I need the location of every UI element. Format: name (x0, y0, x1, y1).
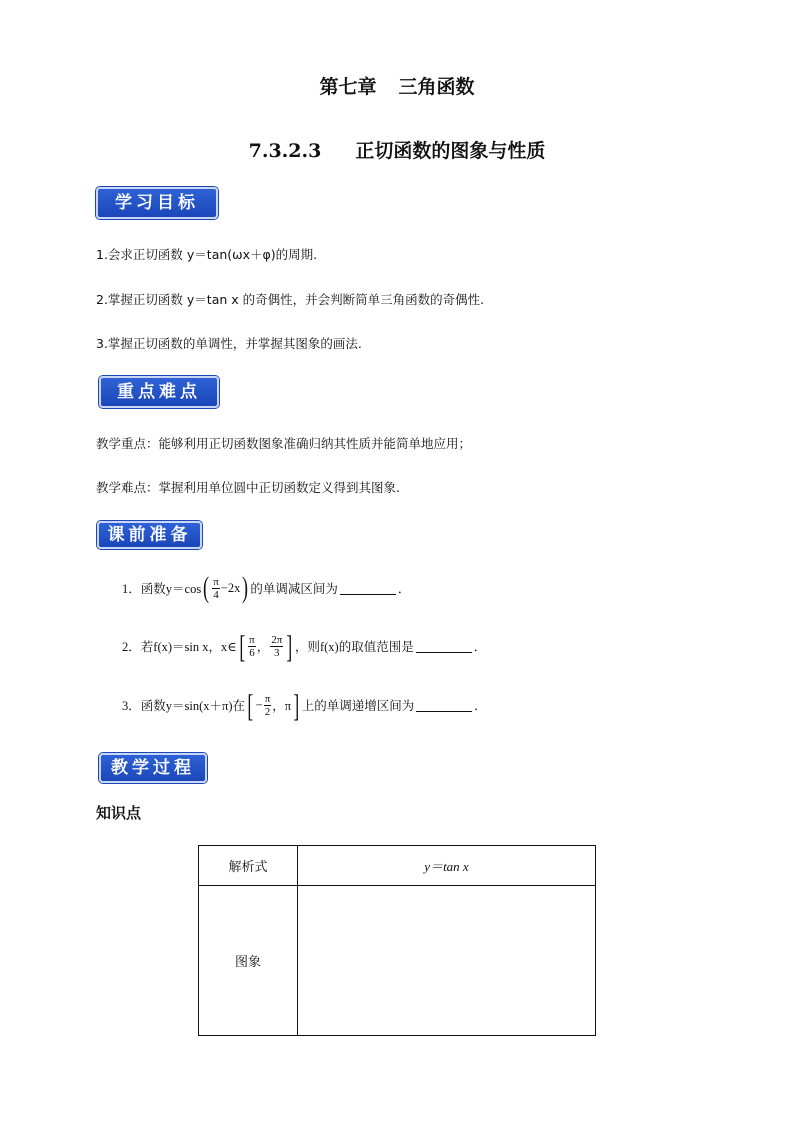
fraction (212, 576, 220, 601)
question-text: 若 (140, 640, 154, 654)
chapter-title: 三角函数 (398, 76, 475, 98)
separator: ， (256, 640, 270, 654)
question-number: 3． (122, 699, 141, 713)
question-end: ． (473, 640, 487, 654)
fraction-denominator: 4 (213, 588, 219, 601)
right-bracket: ] (293, 687, 300, 723)
fraction-denominator: 6 (249, 646, 255, 659)
knowledge-table (198, 845, 596, 1036)
fraction-numerator: π (249, 633, 255, 646)
answer-blank[interactable] (340, 582, 396, 595)
question-formula: y＝sin(x＋π)在 (165, 699, 246, 713)
table-row (199, 886, 596, 1036)
fraction (248, 634, 256, 659)
fraction-numerator: π (213, 575, 219, 588)
fraction (270, 634, 283, 659)
question-formula: f(x)＝sin x，x∈ (153, 640, 237, 654)
question-text: ，则f(x)的取值范围是 (294, 640, 414, 654)
goal-item: 1.会求正切函数 y＝tan(ωx＋φ)的周期. (96, 247, 318, 262)
minus-sign: − (255, 697, 263, 712)
prep-question-1 (122, 570, 410, 606)
question-number: 1． (122, 582, 141, 596)
table-header-cell: y＝tan x (298, 846, 596, 886)
prep-badge: 课前准备 (97, 521, 202, 549)
table-cell: 图象 (199, 886, 298, 1036)
question-text: 函数 (140, 582, 166, 596)
question-text: 函数 (140, 699, 166, 713)
left-paren: ( (203, 571, 210, 604)
question-number: 2． (122, 640, 141, 654)
fraction-denominator: 3 (274, 646, 280, 659)
table-row (199, 846, 596, 886)
left-bracket: [ (247, 687, 254, 723)
keypoint-item: 教学难点：掌握利用单位圆中正切函数定义得到其图象. (96, 480, 400, 495)
goal-item: 3.掌握正切函数的单调性，并掌握其图象的画法. (96, 336, 362, 351)
question-end: ． (474, 699, 487, 713)
fraction-numerator: π (264, 692, 271, 705)
right-paren: ) (242, 571, 249, 604)
answer-blank[interactable] (416, 699, 472, 712)
question-text: 的单调减区间为 (250, 582, 338, 596)
chapter-heading (0, 72, 794, 99)
process-badge: 教学过程 (99, 753, 207, 783)
prep-question-3 (122, 687, 487, 723)
question-formula-tail: −2x (220, 580, 241, 595)
goals-badge: 学习目标 (96, 187, 218, 219)
section-title: 正切函数的图象与性质 (355, 140, 546, 162)
goal-item: 2.掌握正切函数 y＝tan x 的奇偶性，并会判断简单三角函数的奇偶性. (96, 292, 485, 307)
prep-question-2 (122, 628, 486, 664)
section-heading (0, 136, 794, 163)
keypoint-item: 教学重点：能够利用正切函数图象准确归纳其性质并能简单地应用； (96, 436, 472, 451)
interval-end: ，π (272, 699, 292, 713)
left-bracket: [ (238, 628, 245, 664)
table-header-cell: 解析式 (199, 846, 298, 886)
graph-cell[interactable] (298, 886, 596, 1036)
fraction (264, 693, 272, 718)
question-text: 上的单调递增区间为 (301, 699, 415, 713)
fraction-denominator: 2 (264, 705, 271, 718)
chapter-number: 第七章 (319, 76, 377, 98)
fraction-numerator: 2π (271, 633, 283, 646)
keypoints-badge: 重点难点 (99, 376, 219, 408)
question-end: ． (397, 582, 411, 596)
knowledge-heading: 知识点 (96, 804, 142, 822)
answer-blank[interactable] (416, 640, 472, 653)
right-bracket: ] (286, 628, 293, 664)
section-number: 7.3.2.3 (248, 140, 322, 162)
question-formula: y＝cos (165, 582, 202, 596)
